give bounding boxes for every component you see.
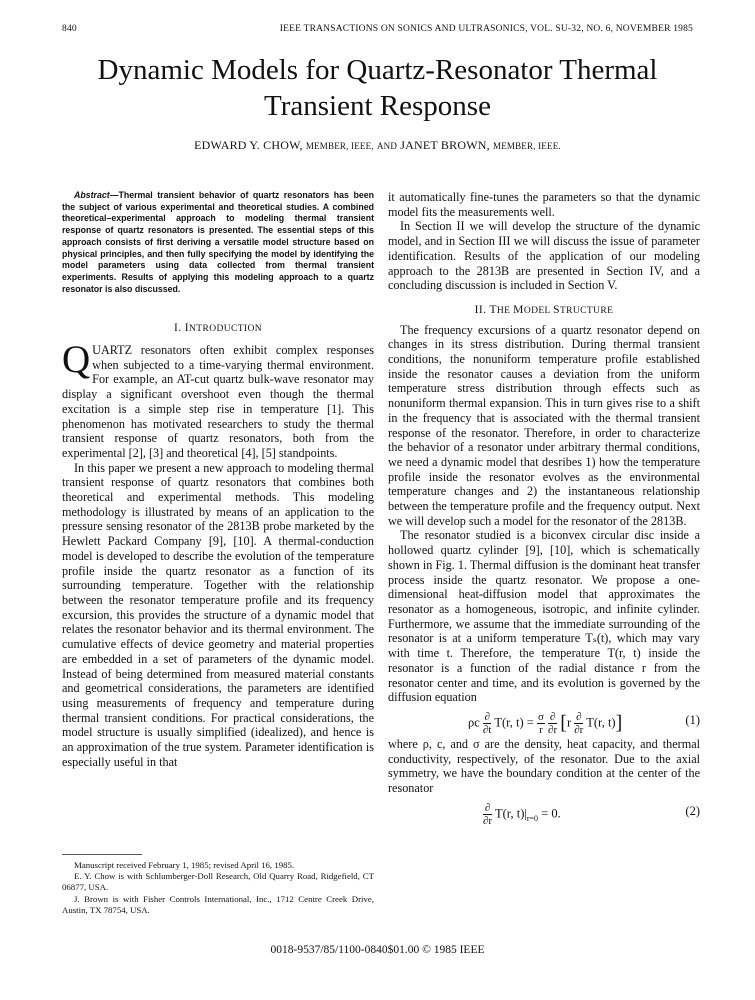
paper-title <box>40 52 715 124</box>
abstract <box>62 190 374 295</box>
section-1-numeral: I. <box>173 322 182 335</box>
model-paragraph-3: where ρ, c, and σ are the density, heat capacity, and thermal conductivity, respectively, of the resonator. Due to the axial symmetry, we have the boundary condition at the center of the resonator <box>388 736 700 796</box>
copyright-footer: 0018-9537/85/1100-0840$01.00 © 1985 IEEE <box>270 944 485 956</box>
section-1-initial: I <box>184 322 189 335</box>
equation-1 <box>388 705 700 737</box>
section-2-initial-s: S <box>553 303 560 316</box>
title-line-2: Transient Response <box>264 90 491 122</box>
section-2-initial-m: M <box>513 303 524 316</box>
section-2-initial-t: T <box>489 303 497 316</box>
journal-header: IEEE TRANSACTIONS ON SONICS AND ULTRASONICS, VOL. SU-32, NO. 6, NOVEMBER 1985 <box>279 24 693 34</box>
page-number: 840 <box>62 24 77 34</box>
section-1-rest: NTRODUCTION <box>189 324 263 335</box>
section-2-numeral: II. <box>474 303 487 316</box>
running-header <box>62 24 693 38</box>
equation-2 <box>388 796 700 828</box>
drop-cap: Q <box>62 338 91 382</box>
footnotes <box>62 860 374 916</box>
abstract-text: —Thermal transient behavior of quartz resonators has been the subject of various experimental and theoretical studies. A combined theoretical–experimental approach to modeling thermal transient response of quartz resonators is presented. The essential steps of this approach consists of first deriving a versatile model structure based on physical principles, and then fully specifying the model by identifying the model parameters using data collected from thermal transient experiments. Results of applying this modeling approach to a quartz resonator is also discussed. <box>62 190 374 294</box>
footnote-received: Manuscript received February 1, 1985; revised April 16, 1985. <box>74 860 295 870</box>
equation-2-number: (2) <box>685 803 700 818</box>
footnote-author-1: E. Y. Chow is with Schlumberger-Doll Research, Old Quarry Road, Ridgefield, CT 06877, USA. <box>62 871 374 893</box>
title-line-1: Dynamic Models for Quartz-Resonator Thermal <box>97 54 658 86</box>
author-1-membership: MEMBER, IEEE, <box>305 141 374 151</box>
continuation-paragraph: it automatically fine-tunes the parameters so that the dynamic model fits the measurements well. <box>388 190 700 219</box>
author-line <box>40 138 715 153</box>
model-paragraph-1: The frequency excursions of a quartz resonator depend on changes in its stress distribution. During thermal transient conditions, the nonuniform temperature profile established inside the resonator causes a deviation from the uniform temperature stress distribution through effects such as nonuniform thermal expansion. This in turn gives rise to a shift in the frequency that is associated with the thermal transient response of the resonator. Therefore, in order to characterize the behavior of a resonator under arbitrary thermal conditions, we need a dynamic model that desribes 1) how the temperature profile inside the resonator evolves as the environmental temperature changes and 2) the instantaneous relationship between the temperature profile and the frequency output. Next we will develop such a model for the resonator of the 2813B. <box>388 322 700 528</box>
equation-1-body: ρc $\frac{\partial}{\partial t}$ T(r, t) = $\frac{\sigma}{r}$ $\frac{\partial}{\partial r}$ [r $\frac{\partial}{\partial r}$ T(r, t)] <box>468 710 623 736</box>
section-heading-introduction <box>62 321 374 337</box>
author-conjunction: AND <box>376 141 398 151</box>
author-2-membership: MEMBER, IEEE. <box>493 141 561 151</box>
section-2-odel: ODEL <box>523 305 554 316</box>
footnote-rule <box>62 854 142 855</box>
equation-1-number: (1) <box>685 712 700 727</box>
author-1: EDWARD Y. CHOW, <box>194 138 303 152</box>
author-2: JANET BROWN, <box>400 138 490 152</box>
intro-paragraph-2: In this paper we present a new approach to modeling thermal transient response of quartz resonators that combines both theoretical and experimental methods. This modeling methodology is illustrated by means of an application to the pressure sensing resonator of the 2813B probe marketed by the Hewlett Packard Company [9], [10]. A thermal-conduction model is developed to describe the evolution of the temperature profile inside the quartz resonator as a function of its surrounding temperature. Together with the relationship between the resonator temperature profile and its frequency excursion, this provides the structure of a dynamic model that relates the resonator behavior and its thermal environment. The cumulative effects of device geometry and material properties are embedded in a set of parameters of the dynamic model. Instead of being determined from measured material constants and geometrical considerations, the parameters are identified using measurements of frequency and temperature during thermal transient conditions. For practical considerations, the model structure is usually simplified (idealized), and hence is an approximation of the true system. Parameter identification is especially useful in that <box>62 460 374 769</box>
intro-p1-text: UARTZ resonators often exhibit complex responses when subjected to a time-varying thermal environment. For example, an AT-cut quartz bulk-wave resonator may display a significant overshoot even though the thermal excitation is a simple step rise in temperature [1]. This phenomenon has motivated researchers to study the thermal transient response of quartz resonators, both from the experimental [2], [3] and theoretical [4], [5] standpoints. <box>62 343 374 460</box>
equation-2-body: $\frac{\partial}{\partial r}$ T(r, $t)|_{r=0} = 0$. <box>483 801 561 827</box>
model-paragraph-2: The resonator studied is a biconvex circular disc inside a hollowed quartz cylinder [9], [10], which is schematically shown in Fig. 1. Thermal diffusion is the dominant heat transfer process inside the quartz resonator. We propose a one-dimensional heat-diffusion model that approximates the resonator as a homogeneous, isotropic, and infinite cylinder. Furthermore, we assume that the immediate surrounding of the resonator is at a uniform temperature Tₛ(t), which may vary with time t. Therefore, the temperature T(r, t) inside the resonator is a function of the radial distance r from the resonator center and time, and its evolution is governed by the diffusion equation <box>388 528 700 705</box>
footnote-author-2: J. Brown is with Fisher Controls International, Inc., 1712 Centre Creek Drive, Austin, TX 78754, USA. <box>62 893 374 915</box>
right-column <box>388 190 700 828</box>
section-2-tructure: TRUCTURE <box>559 305 614 316</box>
outline-paragraph: In Section II we will develop the structure of the dynamic model, and in Section III we will discuss the issue of parameter identification. Results of the application of our modeling approach to the 2813B are presented in Section IV, and a concluding discussion is included in Section V. <box>388 219 700 293</box>
intro-paragraph-1 <box>62 338 374 461</box>
section-heading-model-structure <box>388 303 700 319</box>
section-2-he: HE <box>496 305 514 316</box>
left-column <box>62 190 374 769</box>
abstract-label: Abstract <box>74 190 110 200</box>
